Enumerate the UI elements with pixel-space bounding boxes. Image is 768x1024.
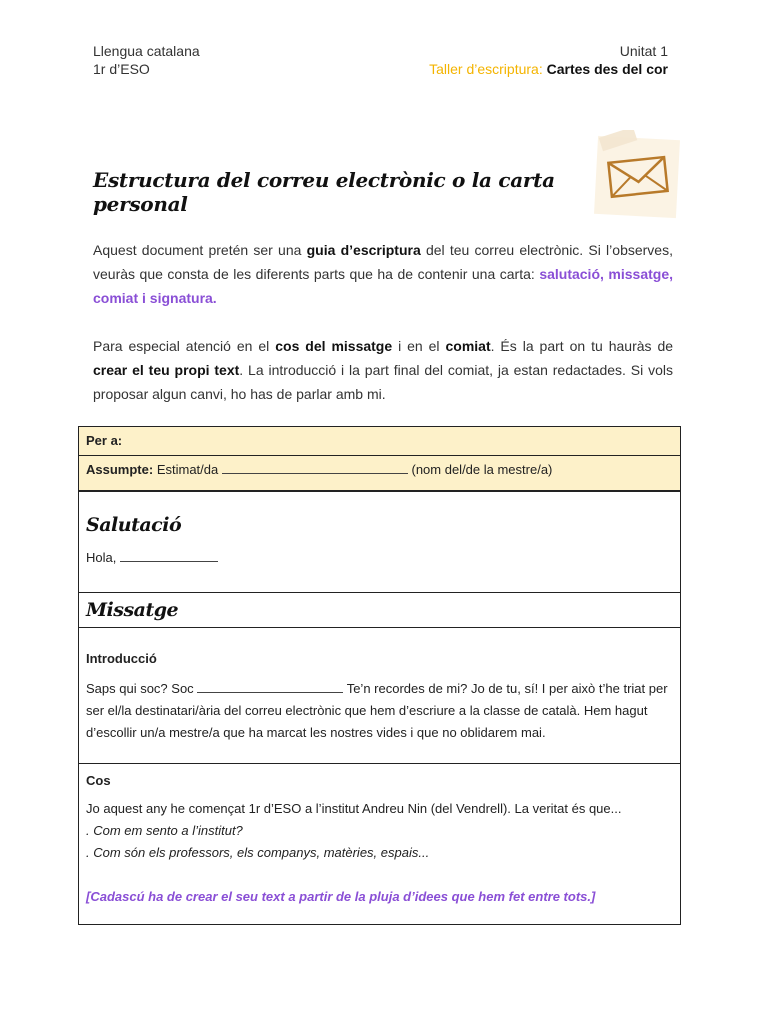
body-section	[79, 764, 681, 925]
to-row	[79, 427, 681, 456]
greeting-blank[interactable]	[120, 561, 218, 562]
introduction-text: Saps qui soc? Soc Te’n recordes de mi? Jo de tu, sí! I per això t’he triat per ser el/la destinatari/ària del correu electrònic que hem d’escriure a la classe de català. Hem hagut d’escollir un/a mestre/a que ha marcat les nostres vides i que no oblidarem mai.	[86, 681, 668, 740]
message-heading: Missatge	[86, 599, 179, 621]
subject-label: Assumpte:	[86, 462, 154, 477]
header-right	[429, 42, 668, 78]
greeting-line: Hola,	[86, 550, 673, 565]
teacher-name-blank[interactable]	[222, 473, 408, 474]
page-title: Estructura del correu electrònic o la carta personal	[93, 168, 555, 216]
student-name-blank[interactable]	[197, 692, 343, 693]
intro-paragraph-2: Para especial atenció en el cos del missatge i en el comiat. És la part on tu hauràs de crear el teu propi text. La introducció i la part final del comiat, ja estan redactades. Si vols proposar algun canvi, ho has de parlar amb mi.	[93, 338, 674, 402]
unit-label: Unitat 1	[619, 43, 668, 59]
introduction-heading: Introducció	[86, 651, 157, 666]
workshop-label: Taller d’escriptura:	[429, 61, 543, 77]
body-instruction: [Cadascú ha de crear el seu text a partir de la pluja d’idees que hem fet entre tots.]	[86, 889, 596, 904]
greeting-heading: Salutació	[86, 514, 182, 536]
subject-row: Assumpte: Estimat/da (nom del/de la mestre/a)	[79, 456, 681, 492]
greeting-section	[79, 491, 681, 593]
letter-parts: salutació, missatge, comiat i signatura.	[93, 266, 673, 306]
introduction-section	[79, 628, 681, 764]
workshop-line	[429, 60, 668, 78]
subject-name: Llengua catalana	[93, 43, 200, 59]
body-question-2: . Com són els professors, els companys, matèries, espais...	[86, 845, 430, 860]
body-heading: Cos	[86, 773, 111, 788]
letter-structure-table	[78, 426, 681, 925]
workshop-title: Cartes des del cor	[546, 61, 668, 77]
body-question-1: . Com em sento a l’institut?	[86, 823, 243, 838]
to-label: Per a:	[86, 433, 123, 448]
body-text: Jo aquest any he començat 1r d’ESO a l’institut Andreu Nin (del Vendrell). La veritat és que...	[86, 801, 622, 816]
message-heading-row	[79, 593, 681, 628]
header-left	[93, 42, 200, 78]
grade: 1r d’ESO	[93, 61, 150, 77]
envelope-icon	[590, 130, 685, 220]
intro-paragraph-1: Aquest document pretén ser una guia d’escriptura del teu correu electrònic. Si l’observes, veuràs que consta de les diferents parts que ha de contenir una carta: salutació, missatge, comiat i signatura.	[93, 242, 673, 306]
